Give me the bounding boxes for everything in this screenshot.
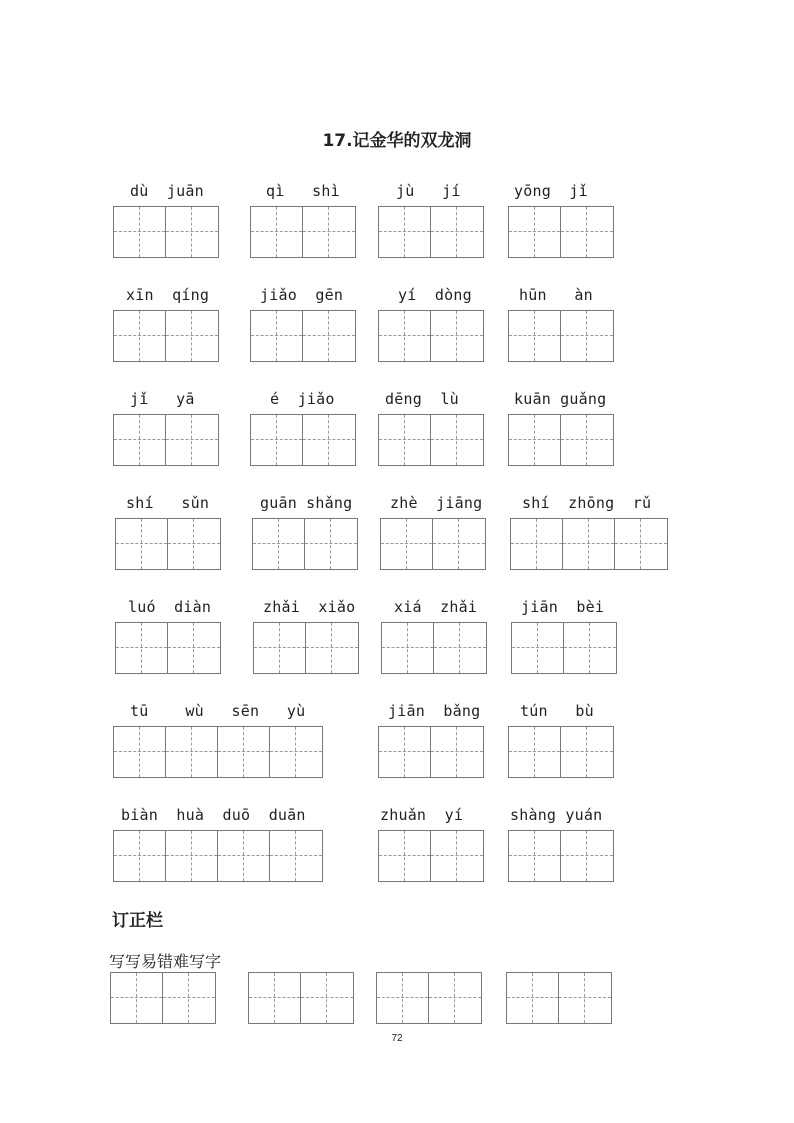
grid-cell[interactable] bbox=[377, 973, 429, 1023]
grid-cell[interactable] bbox=[303, 207, 355, 257]
writing-grid[interactable] bbox=[113, 830, 323, 882]
grid-cell[interactable] bbox=[114, 415, 166, 465]
grid-cell[interactable] bbox=[114, 311, 166, 361]
grid-cell[interactable] bbox=[166, 415, 218, 465]
grid-cell[interactable] bbox=[431, 415, 483, 465]
grid-cell[interactable] bbox=[434, 623, 486, 673]
pinyin-label: jiān bǎng bbox=[388, 702, 481, 720]
writing-grid[interactable] bbox=[113, 206, 219, 258]
grid-cell[interactable] bbox=[251, 311, 303, 361]
grid-cell[interactable] bbox=[218, 831, 270, 881]
grid-cell[interactable] bbox=[163, 973, 215, 1023]
pinyin-label: é jiǎo bbox=[270, 390, 335, 408]
writing-grid[interactable] bbox=[113, 310, 219, 362]
grid-cell[interactable] bbox=[431, 207, 483, 257]
pinyin-label: shí sǔn bbox=[126, 494, 210, 512]
grid-cell[interactable] bbox=[509, 311, 561, 361]
grid-cell[interactable] bbox=[111, 973, 163, 1023]
writing-grid[interactable] bbox=[511, 622, 617, 674]
writing-grid[interactable] bbox=[508, 310, 614, 362]
pinyin-label: dù juān bbox=[130, 182, 204, 200]
pinyin-label: yí dòng bbox=[398, 286, 472, 304]
grid-cell[interactable] bbox=[114, 727, 166, 777]
pinyin-label: xiá zhǎi bbox=[394, 598, 478, 616]
grid-cell[interactable] bbox=[166, 727, 218, 777]
grid-cell[interactable] bbox=[306, 623, 358, 673]
grid-cell[interactable] bbox=[114, 831, 166, 881]
grid-cell[interactable] bbox=[381, 519, 433, 569]
writing-grid[interactable] bbox=[378, 830, 484, 882]
correction-grid[interactable] bbox=[248, 972, 354, 1024]
grid-cell[interactable] bbox=[431, 727, 483, 777]
grid-cell[interactable] bbox=[431, 311, 483, 361]
grid-cell[interactable] bbox=[379, 207, 431, 257]
grid-cell[interactable] bbox=[429, 973, 481, 1023]
grid-cell[interactable] bbox=[561, 311, 613, 361]
grid-cell[interactable] bbox=[382, 623, 434, 673]
pinyin-label: zhè jiāng bbox=[390, 494, 483, 512]
writing-grid[interactable] bbox=[380, 518, 486, 570]
pinyin-label: qì shì bbox=[266, 182, 340, 200]
grid-cell[interactable] bbox=[563, 519, 615, 569]
pinyin-label: tún bù bbox=[520, 702, 594, 720]
writing-grid[interactable] bbox=[508, 830, 614, 882]
pinyin-label: xīn qíng bbox=[126, 286, 210, 304]
grid-cell[interactable] bbox=[303, 415, 355, 465]
writing-grid[interactable] bbox=[113, 414, 219, 466]
writing-grid[interactable] bbox=[510, 518, 668, 570]
pinyin-label: biàn huà duō duān bbox=[121, 806, 306, 824]
grid-cell[interactable] bbox=[168, 623, 220, 673]
grid-cell[interactable] bbox=[561, 207, 613, 257]
grid-cell[interactable] bbox=[561, 727, 613, 777]
pinyin-label: zhuǎn yí bbox=[380, 806, 464, 824]
grid-cell[interactable] bbox=[509, 415, 561, 465]
writing-grid[interactable] bbox=[508, 726, 614, 778]
grid-cell[interactable] bbox=[559, 973, 611, 1023]
writing-grid[interactable] bbox=[115, 622, 221, 674]
writing-grid[interactable] bbox=[113, 726, 323, 778]
grid-cell[interactable] bbox=[166, 311, 218, 361]
grid-cell[interactable] bbox=[303, 311, 355, 361]
grid-cell[interactable] bbox=[305, 519, 357, 569]
grid-cell[interactable] bbox=[511, 519, 563, 569]
grid-cell[interactable] bbox=[116, 519, 168, 569]
grid-cell[interactable] bbox=[301, 973, 353, 1023]
grid-cell[interactable] bbox=[254, 623, 306, 673]
grid-cell[interactable] bbox=[116, 623, 168, 673]
pinyin-label: jiǎo gēn bbox=[260, 286, 344, 304]
grid-cell[interactable] bbox=[509, 831, 561, 881]
page-number: 72 bbox=[391, 1033, 403, 1044]
grid-cell[interactable] bbox=[509, 207, 561, 257]
correction-grid[interactable] bbox=[506, 972, 612, 1024]
grid-cell[interactable] bbox=[509, 727, 561, 777]
pinyin-label: jù jí bbox=[396, 182, 461, 200]
pinyin-label: jiān bèi bbox=[521, 598, 605, 616]
writing-grid[interactable] bbox=[250, 310, 356, 362]
grid-cell[interactable] bbox=[379, 831, 431, 881]
grid-cell[interactable] bbox=[253, 519, 305, 569]
grid-cell[interactable] bbox=[166, 207, 218, 257]
correction-heading: 订正栏 bbox=[112, 911, 163, 931]
grid-cell[interactable] bbox=[218, 727, 270, 777]
correction-subtitle: 写写易错难写字 bbox=[109, 952, 222, 971]
grid-cell[interactable] bbox=[433, 519, 485, 569]
pinyin-label: yōng jǐ bbox=[514, 182, 588, 200]
correction-grid[interactable] bbox=[110, 972, 216, 1024]
grid-cell[interactable] bbox=[379, 727, 431, 777]
grid-cell[interactable] bbox=[615, 519, 667, 569]
writing-grid[interactable] bbox=[508, 206, 614, 258]
writing-grid[interactable] bbox=[381, 622, 487, 674]
writing-grid[interactable] bbox=[378, 310, 484, 362]
pinyin-label: luó diàn bbox=[128, 598, 212, 616]
grid-cell[interactable] bbox=[507, 973, 559, 1023]
grid-cell[interactable] bbox=[249, 973, 301, 1023]
writing-grid[interactable] bbox=[250, 206, 356, 258]
pinyin-label: guān shǎng bbox=[260, 494, 353, 512]
grid-cell[interactable] bbox=[431, 831, 483, 881]
pinyin-label: jǐ yā bbox=[130, 390, 195, 408]
grid-cell[interactable] bbox=[166, 831, 218, 881]
pinyin-label: shàng yuán bbox=[510, 806, 603, 824]
grid-cell[interactable] bbox=[168, 519, 220, 569]
writing-grid[interactable] bbox=[250, 414, 356, 466]
grid-cell[interactable] bbox=[512, 623, 564, 673]
writing-grid[interactable] bbox=[378, 414, 484, 466]
pinyin-label: hūn àn bbox=[519, 286, 593, 304]
pinyin-label: shí zhōng rǔ bbox=[522, 494, 652, 512]
writing-grid[interactable] bbox=[378, 206, 484, 258]
pinyin-label: zhǎi xiǎo bbox=[263, 598, 356, 616]
pinyin-label: dēng lù bbox=[385, 390, 459, 408]
writing-grid[interactable] bbox=[508, 414, 614, 466]
grid-cell[interactable] bbox=[270, 727, 322, 777]
grid-cell[interactable] bbox=[251, 415, 303, 465]
pinyin-label: kuān guǎng bbox=[514, 390, 607, 408]
writing-grid[interactable] bbox=[378, 726, 484, 778]
pinyin-label: tū wù sēn yù bbox=[130, 702, 306, 720]
grid-cell[interactable] bbox=[561, 415, 613, 465]
grid-cell[interactable] bbox=[561, 831, 613, 881]
writing-grid[interactable] bbox=[115, 518, 221, 570]
page-title: 17.记金华的双龙洞 bbox=[322, 131, 472, 151]
grid-cell[interactable] bbox=[114, 207, 166, 257]
grid-cell[interactable] bbox=[251, 207, 303, 257]
correction-grid[interactable] bbox=[376, 972, 482, 1024]
grid-cell[interactable] bbox=[270, 831, 322, 881]
grid-cell[interactable] bbox=[379, 415, 431, 465]
writing-grid[interactable] bbox=[252, 518, 358, 570]
grid-cell[interactable] bbox=[564, 623, 616, 673]
grid-cell[interactable] bbox=[379, 311, 431, 361]
writing-grid[interactable] bbox=[253, 622, 359, 674]
